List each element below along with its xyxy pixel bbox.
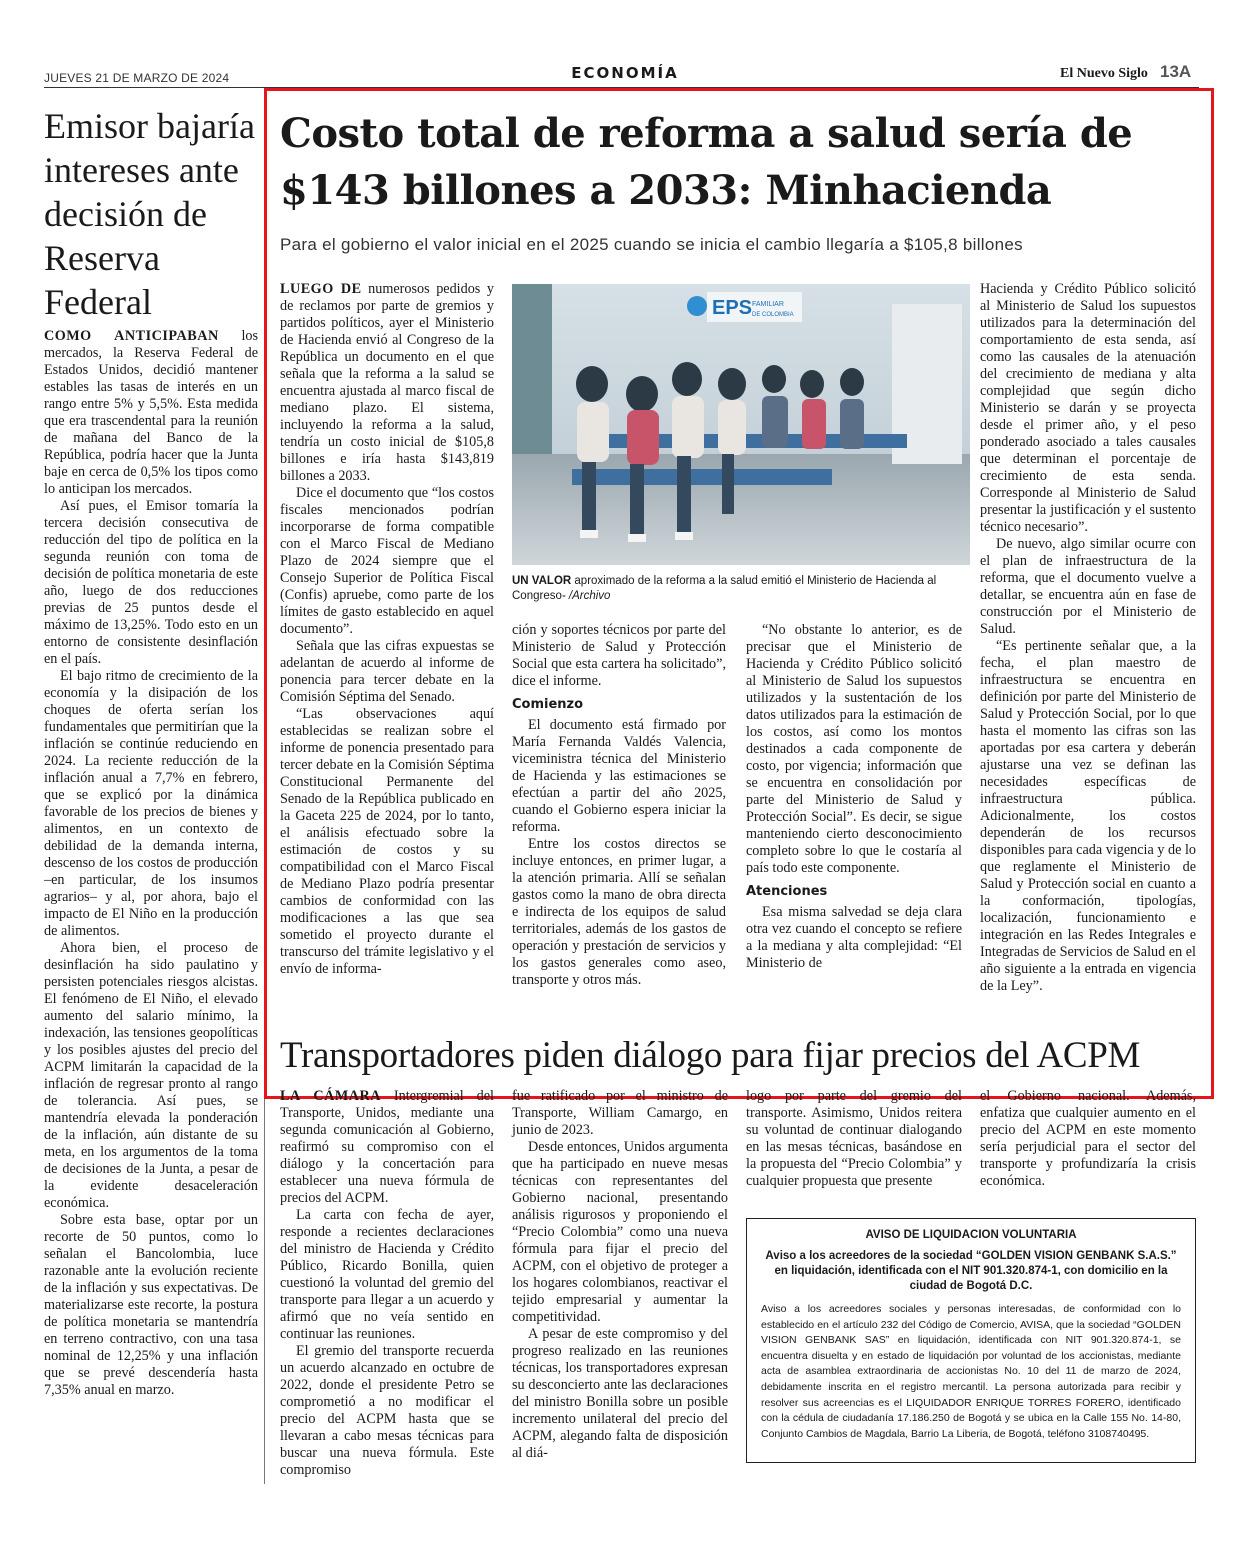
main-subsection-heading: Atenciones — [746, 884, 828, 899]
second-paragraph: El gremio del transporte recuerda un acuerdo alcanzado en octubre de 2022, donde el presidente Petro se comprometió a no modificar el precio del ACPM hasta que se llevaran a cabo mesas técnicas para buscar una nueva fórmula. Este compromiso — [280, 1343, 494, 1478]
caption-lead: UN VALOR — [512, 575, 572, 587]
second-headline: Transportadores piden diálogo para fijar precios del ACPM — [280, 1035, 1141, 1076]
second-paragraph: La carta con fecha de ayer, responde a recientes declaraciones del ministro de Hacienda y Crédito Público, Ricardo Bonilla, quien cuestionó la voluntad del gremio del transporte para llegar a un acuerdo y afirmó que no veía sentido en continuar las reuniones. — [280, 1207, 494, 1342]
left-article-body — [44, 328, 258, 1399]
main-column-3 — [746, 622, 962, 972]
section-title: ECONOMÍA — [571, 64, 679, 82]
notice-subtitle: Aviso a los acreedores de la sociedad “GOLDEN VISION GENBANK S.A.S.” en liquidación, identificada con el NIT 901.320.874-1, con domicilio en la ciudad de Bogotá D.C. — [765, 1250, 1177, 1292]
svg-text:FAMILIAR: FAMILIAR — [752, 301, 784, 308]
notice-title: AVISO DE LIQUIDACION VOLUNTARIA — [865, 1229, 1077, 1241]
second-paragraph: Desde entonces, Unidos argumenta que ha participado en nueve mesas técnicas con representantes del Gobierno nacional, presentando análisis rigurosos y proponiendo el “Precio Colombia” como una nueva fórmula para fijar el precio del ACPM, con el objetivo de proteger a los hogares colombianos, reactivar el tejido empresarial y aumentar la competitividad. — [512, 1139, 728, 1325]
main-paragraph: “No obstante lo anterior, es de precisar que el Ministerio de Hacienda y Crédito Público solicitó al Ministerio de Salud los supuestos utilizados y la sustentación de los datos utilizados para la estimación de los costos, así como los montos destinados a cada componente de costo, por vigencia; información que se encuentra en consolidación por parte del Ministerio de Salud y Protección Social”. Es decir, se sigue manteniendo cierto desconocimiento completo sobre lo que le costaría al país todo este componente. — [746, 622, 962, 876]
main-paragraph: Entre los costos directos se incluye entonces, en primer lugar, a la atención primaria. Allí se señalan gastos como la mano de obra directa e indirecta de los equipos de salud territoriales, además de los gastos de operación y prestación de servicios y los gastos generales como aseo, transporte y otros más. — [512, 836, 726, 988]
second-column-1 — [280, 1088, 494, 1479]
main-column-1 — [280, 281, 494, 978]
newspaper-brand: El Nuevo Siglo — [1060, 66, 1148, 81]
left-lead: COMO ANTICIPABAN — [44, 328, 219, 344]
waiting-room-photo — [512, 284, 970, 565]
main-paragraph: “Las observaciones aquí establecidas se realizan sobre el informe de ponencia presentado para tercer debate en la Comisión Séptima Constitucional Permanente del Senado de la República publicado en la Gaceta 225 de 2024, por lo tanto, el análisis efectuado sobre la estimación de costos y su compatibilidad con el Marco Fiscal de Mediano Plazo podría presentar cambios de conformidad con las modificaciones a las que sea sometido el proyecto durante el transcurso del trámite legislativo y el envío de informa- — [280, 706, 494, 977]
main-headline: Costo total de reforma a salud sería de $143 billones a 2033: Minhacienda — [280, 110, 1133, 214]
legal-notice-box — [746, 1218, 1196, 1463]
caption-text: aproximado de la reforma a la salud emitió el Ministerio de Hacienda al Congreso — [512, 575, 937, 602]
main-paragraph: “Es pertinente señalar que, a la fecha, el plan maestro de infraestructura se encuentra en definición por parte del Ministerio de Salud y Protección Social, por lo que hasta el momento las cifras son las aportadas por esa cartera y deberán ajustarse una vez se definan las necesidades específicas de infraestructura pública. Adicionalmente, los costos dependerán de los recursos disponibles para cada vigencia y de lo que reglamente el Ministerio de Salud y Protección social en cuanto a la conformación, tipologías, localización, funcionamiento e integración en las Redes Integrales e Integradas de Servicios de Salud en el año siguiente a la entrada en vigencia de la Ley”. — [980, 638, 1196, 994]
main-paragraph: Esa misma salvedad se deja clara otra vez cuando el concepto se refiere a la mediana y alta complejidad: “El Ministerio de — [746, 904, 962, 971]
page-number: 13A — [1160, 62, 1192, 81]
second-paragraph: logo por parte del gremio del transporte. Asimismo, Unidos reitera su voluntad de continuar dialogando en las mesas técnicas, basándose en la propuesta del “Precio Colombia” y cualquier propuesta que presente — [746, 1088, 962, 1189]
main-paragraph: numerosos pedidos y de reclamos por parte de gremios y partidos políticos, ayer el Ministerio de Hacienda envió al Congreso de la República un documento en el que señala que la reforma a la salud se encuentra ajustada al marco fiscal de mediano plazo. El sistema, incluyendo la reforma a la salud, tendría un costo inicial de $105,8 billones e iría hasta $143,819 billones a 2033. — [280, 281, 495, 484]
second-paragraph: A pesar de este compromiso y del progreso realizado en las reuniones técnicas, los transportadores expresan su desconcierto ante las declaraciones del ministro Bonilla sobre un posible incremento unilateral del precio del ACPM, alegando falta de disposición al diá- — [512, 1326, 728, 1461]
left-headline: Emisor bajaría intereses ante decisión de Reserva Federal — [44, 106, 255, 322]
svg-text:EPS: EPS — [712, 297, 753, 319]
second-column-3 — [746, 1088, 962, 1190]
main-paragraph: De nuevo, algo similar ocurre con el plan de infraestructura de la reforma, que el documento vuelve a detallar, se encuentra aún en fase de construcción por el Ministerio de Salud. — [980, 536, 1196, 637]
main-subsection-heading: Comienzo — [512, 697, 584, 712]
main-paragraph: Señala que las cifras expuestas se adelantan de acuerdo al informe de ponencia para tercer debate en la Comisión Séptima del Senado. — [280, 638, 494, 705]
caption-credit: - /Archivo — [561, 590, 611, 602]
main-paragraph: El documento está firmado por María Fernanda Valdés Valencia, viceministra técnica del Ministerio de Hacienda y las estimaciones se efectúan a partir del año 2025, cuando el Gobierno espera iniciar la reforma. — [512, 717, 726, 835]
svg-text:DE COLOMBIA: DE COLOMBIA — [752, 312, 794, 318]
main-column-4 — [980, 281, 1196, 995]
article-photo — [512, 284, 970, 565]
main-subheadline: Para el gobierno el valor inicial en el 2025 cuando se inicia el cambio llegaría a $105,8 billones — [280, 235, 1023, 254]
main-paragraph: ción y soportes técnicos por parte del Ministerio de Salud y Protección Social que esta cartera ha solicitado”, dice el informe. — [512, 622, 726, 689]
page-date: JUEVES 21 DE MARZO DE 2024 — [44, 71, 230, 85]
left-paragraph: los mercados, la Reserva Federal de Estados Unidos, decidió mantener estables las tasas de interés en un rango entre 5% y 5,5%. Esta medida que era trascendental para la reunión de mañana del Banco de la República, podría hacer que la Junta baje en cerca de 0,5% los tipos como lo anticipan los mercados. — [44, 328, 259, 497]
second-column-4 — [980, 1088, 1196, 1190]
notice-body: Aviso a los acreedores sociales y personas interesadas, de conformidad con lo establecido en el artículo 232 del Código de Comercio, AVISA, que la sociedad “GOLDEN VISION GENBANK SAS” en liquidación, identificada con NIT 901.320.874-1, se encuentra disuelta y en estado de liquidación por voluntad de los accionistas, mediante acta de asamblea extraordinaria de accionistas No. 10 del 11 de marzo de 2024, debidamente inscrita en el registro mercantil. La persona autorizada para recibir y resolver sus acreencias es el LIQUIDADOR ENRIQUE TORRES FORERO, identificado con la cédula de ciudadanía 17.186.250 de Bogotá y se ubica en la Calle 155 No. 14-80, Conjunto Cambios de Magdala, Barrio La Liberia, de Bogotá, teléfono 3108740495. — [761, 1303, 1181, 1440]
second-paragraph: Intergremial del Transporte, Unidos, mediante una segunda comunicación al Gobierno, reafirmó su compromiso con el diálogo y la concertación para establecer una nueva fórmula de precios del ACPM. — [280, 1088, 494, 1206]
second-lead: LA CÁMARA — [280, 1088, 381, 1104]
second-paragraph: fue ratificado por el ministro de Transporte, William Camargo, en junio de 2023. — [512, 1088, 728, 1138]
left-paragraph: El bajo ritmo de crecimiento de la economía y la disipación de los choques de oferta serían los fundamentales que permitirían que la inflación se continúe reduciendo en 2024. La reciente reducción de la inflación anual a 7,7% en febrero, que se explicó por la dinámica favorable de los precios de bienes y alimentos, en un contexto de debilidad de la demanda interna, descenso de los costos de producción –en particular, de los insumos agrarios– y al, por ahora, bajo el impacto de El Niño en la producción de alimentos. — [44, 668, 258, 939]
left-paragraph: Ahora bien, el proceso de desinflación ha sido paulatino y persisten potenciales riesgos alcistas. El fenómeno de El Niño, el elevado aumento del salario mínimo, la indexación, las tensiones geopolíticas y los posibles ajustes del precio del ACPM limitarán la capacidad de la inflación de regresar pronto al rango de tolerancia. Así pues, se mantendría elevada la ponderación de la inflación, aún distante de su meta, en los argumentos de la toma de decisiones de la Junta, a pesar de la evidente desaceleración económica. — [44, 940, 258, 1211]
left-paragraph: Así pues, el Emisor tomaría la tercera decisión consecutiva de reducción del tipo de política en la segunda reunión con toma de decisión de política monetaria de este año, luego de dos reducciones previas de 25 puntos desde el máximo de 13,25%. Todo esto en un entorno de consistente desinflación en el país. — [44, 498, 258, 667]
main-paragraph: Dice el documento que “los costos fiscales mencionados podrían incorporarse de forma compatible con el Marco Fiscal de Mediano Plazo de 2024 siempre que el Consejo Superior de Política Fiscal (Confis) apruebe, como parte de los límites de gasto establecido en aquel documento”. — [280, 485, 494, 637]
left-paragraph: Sobre esta base, optar por un recorte de 50 puntos, como lo señalan el Bancolombia, luce razonable ante la evolución reciente de la inflación y sus expectativas. De materializarse este recorte, la postura de política monetaria se mantendría en terreno contractivo, con una tasa nominal de 12,25% y una inflación que se prevé descendería hasta 7,35% anual en marzo. — [44, 1212, 258, 1398]
photo-caption — [512, 574, 970, 604]
second-paragraph: el Gobierno nacional. Además, enfatiza que cualquier aumento en el precio del ACPM en este momento sería perjudicial para el sector del transporte y profundizaría la crisis económica. — [980, 1088, 1196, 1189]
main-paragraph: Hacienda y Crédito Público solicitó al Ministerio de Salud los supuestos utilizados para la determinación del comportamiento de esta senda, así como las causales de la atenuación del crecimiento de mediana y alta complejidad que según dicho Ministerio se darán y se proyecta desde el primer año, y el peso ponderado asociado a tales causales que determinan el porcentaje de crecimiento de esta senda. Corresponde al Ministerio de Salud presentar la justificación y el sustento técnico necesario”. — [980, 281, 1196, 535]
main-column-2 — [512, 622, 726, 989]
main-lead: LUEGO DE — [280, 281, 362, 297]
second-column-2 — [512, 1088, 728, 1462]
